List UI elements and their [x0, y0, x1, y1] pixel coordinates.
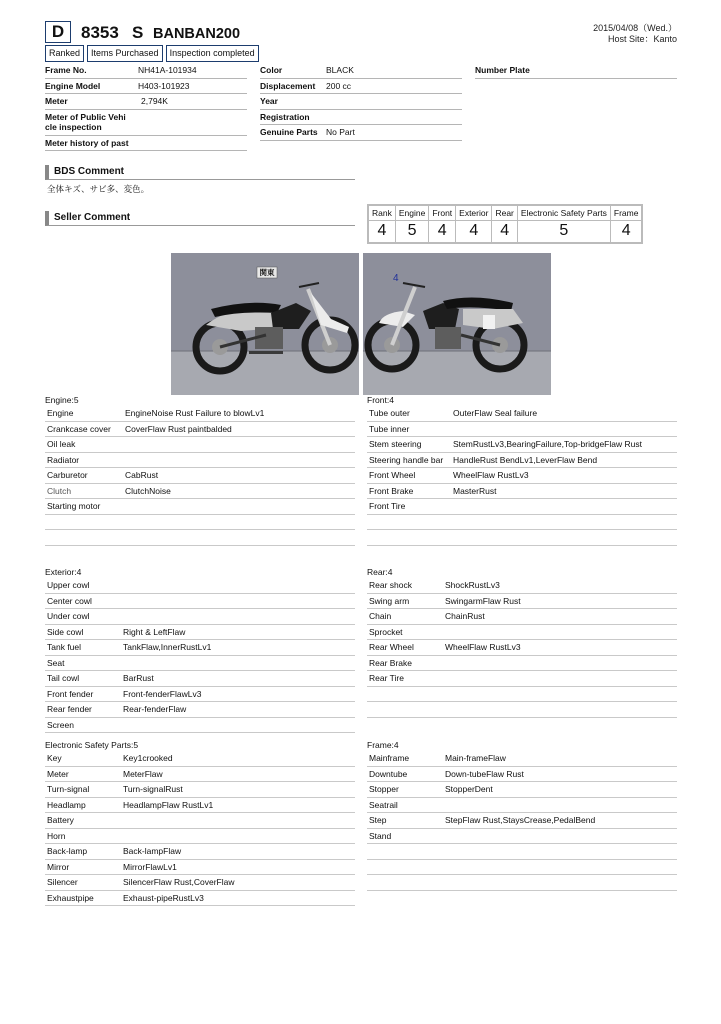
rank-header: Exterior: [456, 205, 492, 221]
row-label: Stem steering: [369, 439, 422, 450]
table-row: [45, 782, 355, 798]
info-label: Displacement: [260, 80, 316, 91]
rank-value: 4: [429, 221, 456, 243]
auction-date-block: [593, 23, 677, 45]
rank-header-row: [368, 205, 642, 221]
row-label: Front fender: [47, 688, 94, 699]
table-row: [45, 875, 355, 891]
row-value: StemRustLv3,BearingFailure,Top-bridgeFlaw Rust: [453, 439, 642, 450]
number-plate-label: Number Plate: [475, 65, 530, 76]
table-row: [45, 515, 355, 531]
row-value: SilencerFlaw Rust,CoverFlaw: [123, 877, 235, 888]
row-label: Meter: [47, 768, 69, 779]
exterior-panel: [45, 567, 355, 733]
row-value: MirrorFlawLv1: [123, 861, 177, 872]
table-row: [45, 530, 355, 546]
table-row: [367, 499, 677, 515]
row-value: Right & LeftFlaw: [123, 626, 186, 637]
info-row: [260, 63, 462, 79]
badge-items-purchased: Items Purchased: [87, 45, 163, 62]
electronic-panel-title: Electronic Safety Parts:5: [45, 740, 139, 750]
row-label: Radiator: [47, 454, 80, 465]
rank-header: Electronic Safety Parts: [517, 205, 610, 221]
table-row: [367, 782, 677, 798]
row-label: Carburetor: [47, 470, 88, 481]
electronic-panel: [45, 740, 355, 906]
row-label: Chain: [369, 611, 392, 622]
table-row: [45, 687, 355, 703]
row-label: Clutch: [47, 485, 72, 496]
row-value: MeterFlaw: [123, 768, 163, 779]
table-row: [45, 813, 355, 829]
row-value: Key1crooked: [123, 753, 173, 764]
table-row: [367, 767, 677, 783]
row-label: Upper cowl: [47, 580, 90, 591]
table-row: [367, 515, 677, 531]
row-label: Front Wheel: [369, 470, 416, 481]
region-badge: 関東: [259, 268, 275, 277]
row-value: BarRust: [123, 673, 154, 684]
table-row: [367, 640, 677, 656]
row-value: Down-tubeFlaw Rust: [445, 768, 524, 779]
info-label: Frame No.: [45, 65, 87, 76]
row-value: Front-fenderFlawLv3: [123, 688, 202, 699]
table-row: [367, 437, 677, 453]
row-value: Back-lampFlaw: [123, 846, 182, 857]
bike-photo-right-side: [363, 253, 551, 395]
table-row: [45, 891, 355, 907]
row-value: HeadlampFlaw RustLv1: [123, 799, 214, 810]
bike-photo-left-side: [171, 253, 359, 395]
rank-value: 5: [517, 221, 610, 243]
row-label: Side cowl: [47, 626, 84, 637]
table-row: [45, 751, 355, 767]
row-label: Front Tire: [369, 501, 406, 512]
exterior-panel-title: Exterior:4: [45, 567, 82, 577]
row-label: Back-lamp: [47, 846, 88, 857]
table-row: [45, 844, 355, 860]
table-row: [45, 671, 355, 687]
table-row: [45, 437, 355, 453]
info-row: [260, 79, 462, 95]
table-row: [45, 499, 355, 515]
info-row: [475, 63, 677, 79]
rank-value: 5: [395, 221, 428, 243]
rank-header: Rank: [368, 205, 395, 221]
rank-value: 4: [456, 221, 492, 243]
row-value: OuterFlaw Seal failure: [453, 408, 538, 419]
info-left: [45, 63, 247, 151]
info-value: NH41A-101934: [138, 65, 197, 76]
row-label: Crankcase cover: [47, 423, 111, 434]
host-site: Host Site：Kanto: [607, 34, 677, 44]
info-value: 2,794K: [141, 96, 168, 107]
row-label: Stand: [369, 830, 392, 841]
front-panel-title: Front:4: [367, 395, 394, 405]
info-label: Meter: [45, 96, 68, 107]
table-row: [367, 875, 677, 891]
table-row: [367, 594, 677, 610]
table-row: [45, 829, 355, 845]
row-value: MasterRust: [453, 485, 497, 496]
row-value: Exhaust-pipeRustLv3: [123, 892, 204, 903]
table-row: [45, 798, 355, 814]
rank-value: 4: [368, 221, 395, 243]
engine-panel-title: Engine:5: [45, 395, 79, 405]
info-label: Registration: [260, 111, 310, 122]
table-row: [45, 594, 355, 610]
table-row: [367, 468, 677, 484]
row-label: Under cowl: [47, 611, 90, 622]
row-label: Center cowl: [47, 595, 92, 606]
row-label: Rear fender: [47, 704, 92, 715]
rank-table: [367, 204, 643, 244]
row-label: Battery: [47, 815, 74, 826]
seller-comment-heading: Seller Comment: [45, 211, 355, 226]
info-row: [260, 125, 462, 141]
table-row: [45, 578, 355, 594]
row-label: Exhaustpipe: [47, 892, 94, 903]
info-row: [260, 94, 462, 110]
row-label: Key: [47, 753, 62, 764]
badge-ranked: Ranked: [45, 45, 84, 62]
model-name: BANBAN200: [153, 26, 241, 42]
badge-inspection-completed: Inspection completed: [166, 45, 259, 62]
info-label: Meter history of past: [45, 137, 129, 148]
table-row: [45, 625, 355, 641]
status-badges: [45, 45, 259, 62]
row-label: Downtube: [369, 768, 408, 779]
row-label: Front Brake: [369, 485, 414, 496]
table-row: [45, 767, 355, 783]
table-row: [45, 702, 355, 718]
row-label: Seat: [47, 657, 65, 668]
row-label: Swing arm: [369, 595, 410, 606]
motorcycle-illustration: [363, 253, 551, 395]
table-row: [367, 406, 677, 422]
rank-header: Front: [429, 205, 456, 221]
table-row: [45, 406, 355, 422]
row-label: Stopper: [369, 784, 399, 795]
table-row: [367, 829, 677, 845]
table-row: [367, 751, 677, 767]
lot-grade: S: [132, 23, 144, 42]
info-label: Color: [260, 65, 283, 76]
info-row: [45, 63, 247, 79]
row-value: Rear-fenderFlaw: [123, 704, 187, 715]
row-value: EngineNoise Rust Failure to blowLv1: [125, 408, 265, 419]
info-mid: [260, 63, 462, 141]
table-row: [45, 656, 355, 672]
info-label: Meter of Public Vehi cle inspection: [45, 112, 126, 132]
table-row: [45, 484, 355, 500]
table-row: [45, 453, 355, 469]
row-value: TankFlaw,InnerRustLv1: [123, 642, 212, 653]
table-row: [367, 860, 677, 876]
table-row: [367, 656, 677, 672]
table-row: [45, 860, 355, 876]
row-label: Rear shock: [369, 580, 412, 591]
rank-value-row: [368, 221, 642, 243]
info-label: Engine Model: [45, 80, 101, 91]
rank-header: Rear: [492, 205, 517, 221]
row-value: WheelFlaw RustLv3: [445, 642, 521, 653]
front-panel: [367, 395, 677, 546]
rank-header: Engine: [395, 205, 428, 221]
table-row: [367, 453, 677, 469]
table-row: [367, 422, 677, 438]
row-value: StepFlaw Rust,StaysCrease,PedalBend: [445, 815, 596, 826]
row-value: Main-frameFlaw: [445, 753, 506, 764]
table-row: [45, 609, 355, 625]
rear-panel-title: Rear:4: [367, 567, 393, 577]
table-row: [45, 468, 355, 484]
row-label: Headlamp: [47, 799, 86, 810]
rank-value: 4: [492, 221, 517, 243]
info-value: BLACK: [326, 65, 354, 76]
engine-panel: [45, 395, 355, 546]
row-value: Turn-signalRust: [123, 784, 183, 795]
table-row: [367, 813, 677, 829]
row-label: Seatrail: [369, 799, 398, 810]
row-label: Sprocket: [369, 626, 403, 637]
info-value: 200 cc: [326, 80, 352, 91]
row-label: Step: [369, 815, 387, 826]
table-row: [367, 484, 677, 500]
table-row: [45, 422, 355, 438]
table-row: [367, 687, 677, 703]
row-value: WheelFlaw RustLv3: [453, 470, 529, 481]
row-label: Rear Brake: [369, 657, 412, 668]
row-label: Steering handle bar: [369, 454, 444, 465]
row-label: Engine: [47, 408, 74, 419]
table-row: [367, 625, 677, 641]
table-row: [367, 578, 677, 594]
row-value: SwingarmFlaw Rust: [445, 595, 521, 606]
table-row: [367, 530, 677, 546]
table-row: [367, 609, 677, 625]
table-row: [45, 718, 355, 734]
bds-comment-text: 全体キズ、サビ多、変色。: [47, 184, 150, 194]
row-label: Tube outer: [369, 408, 410, 419]
sheet-header: [45, 21, 677, 65]
row-label: Screen: [47, 719, 74, 730]
auction-date: 2015/04/08（Wed.）: [593, 23, 677, 33]
rank-header: Frame: [610, 205, 642, 221]
row-value: HandleRust BendLv1,LeverFlaw Bend: [453, 454, 598, 465]
lot-letter: D: [45, 21, 71, 43]
rank-value: 4: [610, 221, 642, 243]
row-label: Turn-signal: [47, 784, 90, 795]
info-label: Year: [260, 96, 278, 107]
info-value: H403-101923: [138, 80, 190, 91]
row-label: Tank fuel: [47, 642, 82, 653]
row-label: Mainframe: [369, 753, 410, 764]
table-row: [367, 844, 677, 860]
table-row: [367, 671, 677, 687]
frame-panel: [367, 740, 677, 891]
row-label: Tube inner: [369, 423, 410, 434]
frame-panel-title: Frame:4: [367, 740, 399, 750]
info-row: [260, 110, 462, 126]
row-value: ShockRustLv3: [445, 580, 500, 591]
row-value: StopperDent: [445, 784, 493, 795]
rear-panel: [367, 567, 677, 718]
table-row: [367, 702, 677, 718]
row-label: Rear Tire: [369, 673, 404, 684]
row-label: Rear Wheel: [369, 642, 414, 653]
info-right: [475, 63, 677, 79]
table-row: [367, 798, 677, 814]
info-row: [45, 79, 247, 95]
info-row: [45, 94, 247, 110]
row-value: ClutchNoise: [125, 485, 171, 496]
row-label: Mirror: [47, 861, 70, 872]
bds-comment-heading: BDS Comment: [45, 165, 355, 180]
row-value: CabRust: [125, 470, 159, 481]
row-value: CoverFlaw Rust paintbalded: [125, 423, 232, 434]
info-value: No Part: [326, 127, 355, 138]
row-label: Tail cowl: [47, 673, 80, 684]
row-label: Oil leak: [47, 439, 76, 450]
row-label: Silencer: [47, 877, 78, 888]
info-row: [45, 136, 247, 152]
table-row: [45, 640, 355, 656]
photo-tag: 4: [393, 273, 399, 284]
info-label: Genuine Parts: [260, 127, 318, 138]
row-label: Horn: [47, 830, 66, 841]
lot-number: 8353: [81, 23, 119, 42]
info-row: [45, 110, 247, 136]
row-label: Starting motor: [47, 501, 101, 512]
row-value: ChainRust: [445, 611, 485, 622]
